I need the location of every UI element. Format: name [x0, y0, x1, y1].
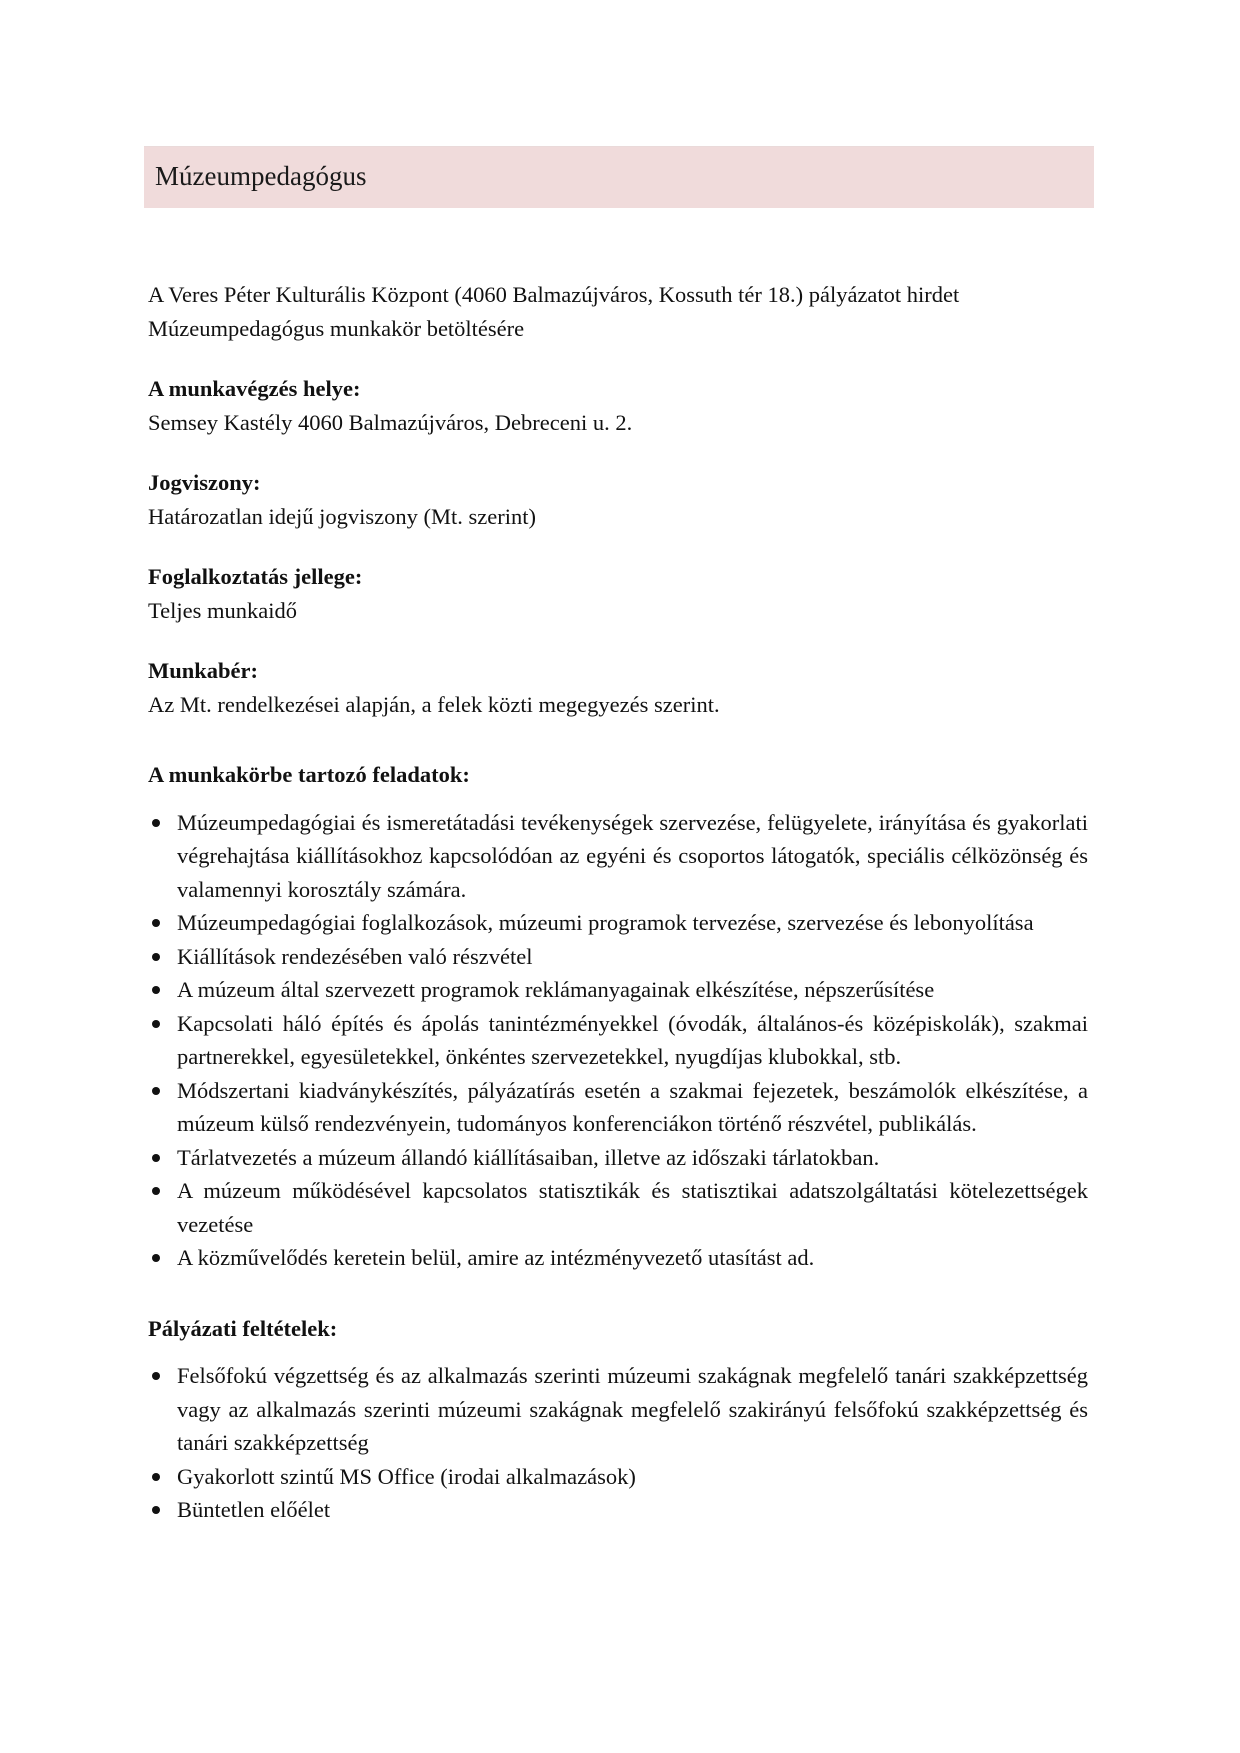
- list-item: Kapcsolati háló építés és ápolás tanintézményekkel (óvodák, általános-és középiskolák), szakmai partnerekkel, egyesületekkel, önkéntes szervezetekkel, nyugdíjas klubokkal, stb.: [148, 1007, 1088, 1074]
- bullet-icon: [152, 1020, 160, 1028]
- field-employment-type: [148, 466, 1088, 533]
- requirements-list: [148, 1359, 1088, 1527]
- bullet-icon: [152, 1254, 160, 1262]
- list-item: Tárlatvezetés a múzeum állandó kiállításaiban, illetve az időszaki tárlatokban.: [148, 1141, 1088, 1175]
- list-item: A közművelődés keretein belül, amire az intézményvezető utasítást ad.: [148, 1241, 1088, 1275]
- field-value: Teljes munkaidő: [148, 597, 298, 623]
- list-item: Módszertani kiadványkészítés, pályázatírás esetén a szakmai fejezetek, beszámolók elkészítése, a múzeum külső rendezvényein, tudományos konferenciákon történő részvétel, publikálás.: [148, 1074, 1088, 1141]
- bullet-icon: [152, 1372, 160, 1380]
- field-value: Az Mt. rendelkezései alapján, a felek közti megegyezés szerint.: [148, 691, 720, 717]
- bullet-icon: [152, 919, 160, 927]
- tasks-heading: A munkakörbe tartozó feladatok:: [148, 762, 470, 787]
- list-item: A múzeum által szervezett programok reklámanyagainak elkészítése, népszerűsítése: [148, 973, 1088, 1007]
- bullet-icon: [152, 819, 160, 827]
- field-value: Semsey Kastély 4060 Balmazújváros, Debreceni u. 2.: [148, 409, 633, 435]
- list-item: Múzeumpedagógiai és ismeretátadási tevékenységek szervezése, felügyelete, irányítása és gyakorlati végrehajtása kiállításokhoz kapcsolódóan az egyéni és csoportos látogatók, speciális célközönség és valamennyi korosztály számára.: [148, 806, 1088, 907]
- field-salary: [148, 654, 1088, 721]
- list-item: Múzeumpedagógiai foglalkozások, múzeumi programok tervezése, szervezése és lebonyolítása: [148, 906, 1088, 940]
- field-workplace: [148, 372, 1088, 439]
- field-label: Munkabér:: [148, 658, 259, 683]
- title-band: [144, 146, 1094, 208]
- bullet-icon: [152, 1087, 160, 1095]
- list-item: Kiállítások rendezésében való részvétel: [148, 940, 1088, 974]
- list-item: Gyakorlott szintű MS Office (irodai alkalmazások): [148, 1460, 1088, 1494]
- bullet-icon: [152, 953, 160, 961]
- list-item: Büntetlen előélet: [148, 1493, 1088, 1527]
- bullet-icon: [152, 1473, 160, 1481]
- list-item: A múzeum működésével kapcsolatos statisztikák és statisztikai adatszolgáltatási kötelezettségek vezetése: [148, 1174, 1088, 1241]
- tasks-section: [148, 758, 1088, 1275]
- field-working-hours: [148, 560, 1088, 627]
- field-label: A munkavégzés helye:: [148, 376, 361, 401]
- requirements-section: [148, 1312, 1088, 1527]
- list-item: Felsőfokú végzettség és az alkalmazás szerinti múzeumi szakágnak megfelelő tanári szakképzettség vagy az alkalmazás szerinti múzeumi szakágnak megfelelő szakirányú felsőfokú szakképzettség és tanári szakképzettség: [148, 1359, 1088, 1460]
- tasks-list: [148, 806, 1088, 1275]
- bullet-icon: [152, 1506, 160, 1514]
- bullet-icon: [152, 1154, 160, 1162]
- field-label: Foglalkoztatás jellege:: [148, 564, 363, 589]
- intro-paragraph: A Veres Péter Kulturális Központ (4060 Balmazújváros, Kossuth tér 18.) pályázatot hirdet Múzeumpedagógus munkakör betöltésére: [148, 282, 960, 341]
- document-body: [148, 278, 1088, 1527]
- bullet-icon: [152, 986, 160, 994]
- bullet-icon: [152, 1187, 160, 1195]
- field-label: Jogviszony:: [148, 470, 261, 495]
- requirements-heading: Pályázati feltételek:: [148, 1315, 338, 1341]
- field-value: Határozatlan idejű jogviszony (Mt. szerint): [148, 503, 537, 529]
- page-title: Múzeumpedagógus: [155, 161, 367, 191]
